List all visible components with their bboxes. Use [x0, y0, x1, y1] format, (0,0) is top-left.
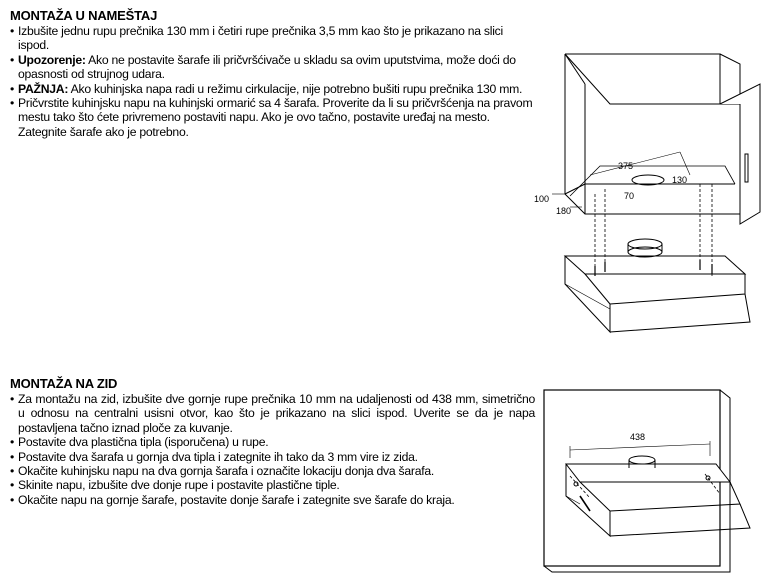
- cabinet-mounting-diagram: [530, 44, 775, 344]
- attention-item: • PAŽNJA: Ako kuhinjska napa radi u režimu cirkulacije, nije potrebno bušiti rupu prečnika 130 mm.: [10, 82, 535, 96]
- dimension-438-label: 438: [630, 432, 646, 442]
- dimension-100-label: 100: [534, 194, 550, 204]
- cabinet-mounting-instructions: [10, 24, 535, 139]
- dimension-375-label: 375: [618, 161, 634, 171]
- wall-mounting-section: [10, 376, 535, 507]
- wall-mounting-instructions: [10, 392, 535, 507]
- instruction-item: • Postavite dva plastična tipla (isporučena) u rupe.: [10, 435, 535, 449]
- instruction-item: • Pričvrstite kuhinjsku napu na kuhinjski ormarić sa 4 šarafa. Proverite da li su pričvršćenja na pravom mestu tako što ćete privremeno postaviti napu. Ako je ovo tačno, postavite uređaj na mesto. Zategnite šarafe ako je potrebno.: [10, 96, 535, 139]
- instruction-item: • Okačite napu na gornje šarafe, postavite donje šarafe i zategnite sve šarafe do kraja.: [10, 493, 535, 507]
- instruction-item: • Postavite dva šarafa u gornja dva tipla i zategnite ih tako da 3 mm vire iz zida.: [10, 450, 535, 464]
- dimension-70-label: 70: [624, 191, 635, 201]
- wall-mounting-diagram: [540, 386, 772, 576]
- cabinet-mounting-heading: MONTAŽA U NAMEŠTAJ: [10, 8, 158, 23]
- dimension-180-label: 180: [556, 206, 572, 216]
- wall-mounting-heading: MONTAŽA NA ZID: [10, 376, 118, 391]
- warning-item: • Upozorenje: Ako ne postavite šarafe ili pričvršćivače u skladu sa ovim uputstvima, može doći do opasnosti od strujnog udara.: [10, 53, 535, 82]
- wall-hood-illustration: [540, 386, 772, 576]
- cabinet-mounting-section: [10, 8, 535, 139]
- cabinet-hood-illustration: [530, 44, 775, 344]
- instruction-item: • Okačite kuhinjsku napu na dva gornja šarafa i označite lokaciju donja dva šarafa.: [10, 464, 535, 478]
- dimension-130-label: 130: [672, 175, 688, 185]
- instruction-item: • Izbušite jednu rupu prečnika 130 mm i četiri rupe prečnika 3,5 mm kao što je prikazano na slici ispod.: [10, 24, 535, 53]
- instruction-item: • Za montažu na zid, izbušite dve gornje rupe prečnika 10 mm na udaljenosti od 438 mm, simetrično u odnosu na centralni usisni otvor, kao što je prikazano na slici ispod. Uverite se da je napa postavljena tačno iznad ploče za kuvanje.: [10, 392, 535, 435]
- instruction-item: • Skinite napu, izbušite dve donje rupe i postavite plastične tiple.: [10, 478, 535, 492]
